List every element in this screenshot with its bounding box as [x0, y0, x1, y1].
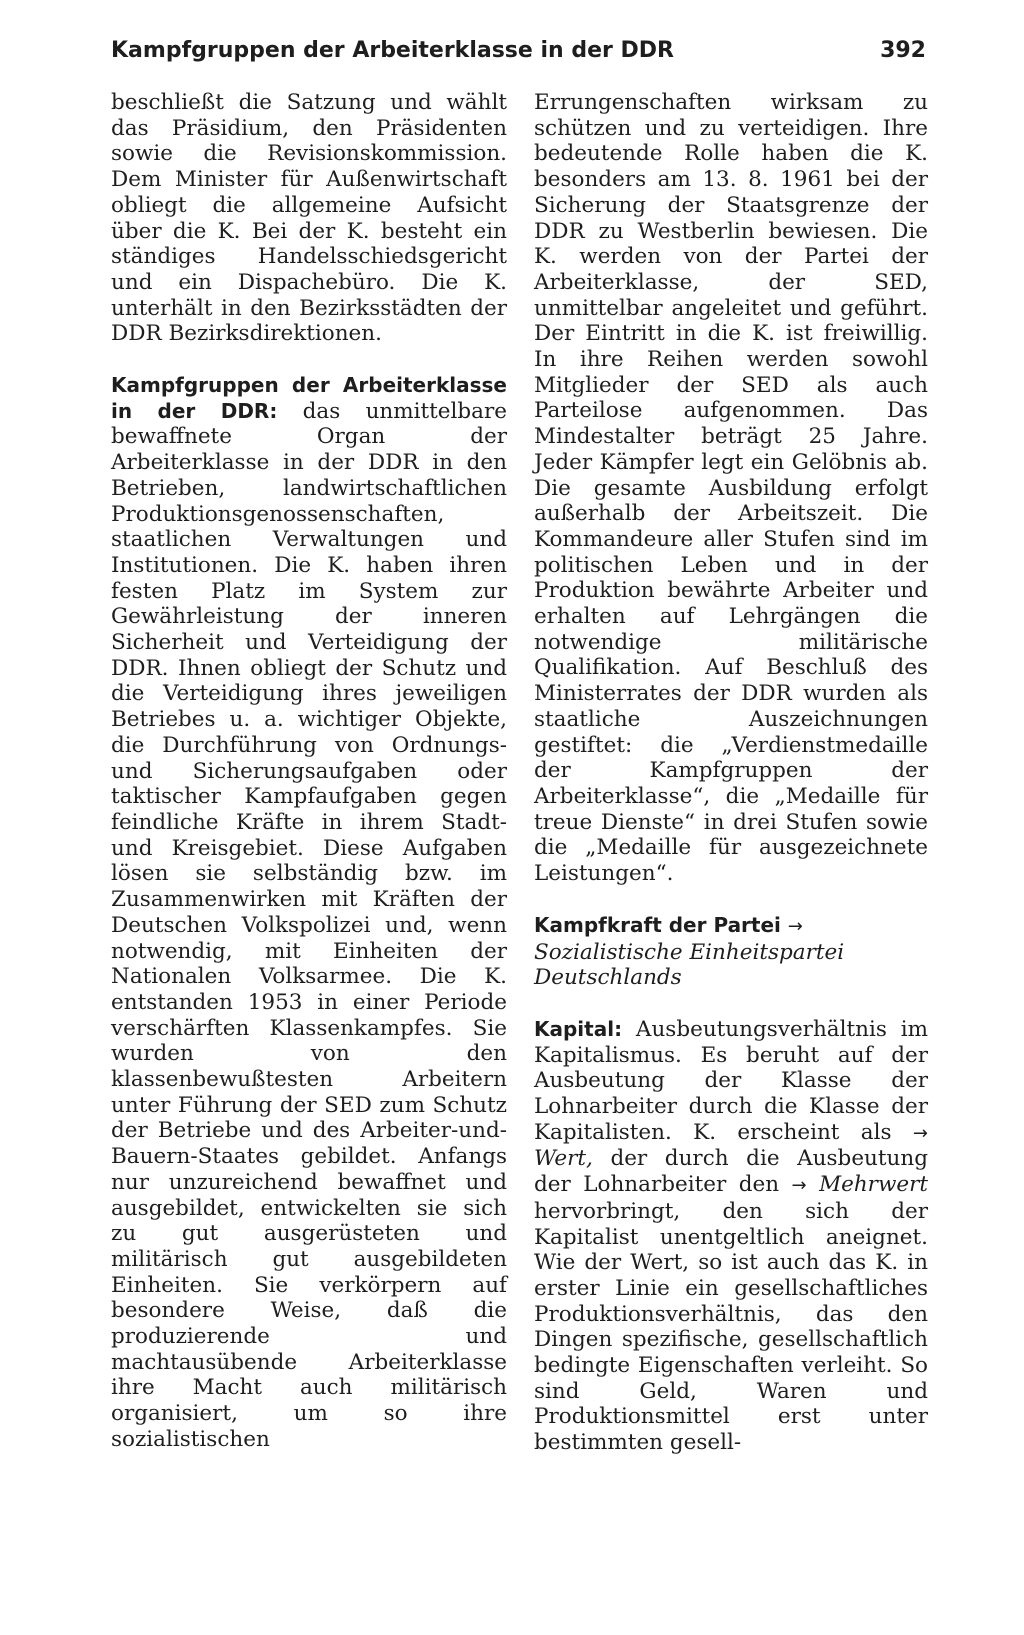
entry-kampfgruppen-body: das unmittelbare bewaffnete Organ der Arbeiterklasse in der DDR in den Betrieben, landwirtschaftlichen Produktionsgenossenschaften, staatlichen Verwaltungen und Institutionen. Die K. haben ihren festen Platz im System zur Gewährleistung der inneren Sicherheit und Verteidigung der DDR. Ihnen obliegt der Schutz und die Verteidigung ihres jeweiligen Betriebes u. a. wichtiger Objekte, die Durchführung von Ordnungs- und Sicherungsaufgaben oder taktischer Kampfaufgaben gegen feindliche Kräfte in ihrem Stadt- und Kreisgebiet. Diese Aufgaben lösen sie selbständig bzw. im Zusammenwirken mit Kräften der Deutschen Volkspolizei und, wenn notwendig, mit Einheiten der Nationalen Volksarmee. Die K. entstanden 1953 in einer Periode verschärften Klassenkampfes. Sie wurden von den klassenbewußtesten Arbeitern unter Führung der SED zum Schutz der Betriebe und des Arbeiter-und-Bauern-Staates gebildet. Anfangs nur unzureichend bewaffnet und ausgebildet, entwickelten sie sich zu gut ausgerüsteten und militärisch gut ausgebildeten Einheiten. Sie verkörpern auf besondere Weise, daß die produzierende und machtausübende Arbeiterklasse ihre Macht auch militärisch organisiert, um so ihre sozialistischen — [111, 398, 507, 1452]
continuation-paragraph: beschließt die Satzung und wählt das Präsidium, den Präsidenten sowie die Revisionskommission. Dem Minister für Außenwirtschaft obliegt die allgemeine Aufsicht über die K. Bei der K. besteht ein ständiges Handelsschiedsgericht und ein Dispachebüro. Die K. unterhält in den Bezirksstädten der DDR Bezirksdirektionen. — [111, 90, 507, 347]
headword-kampfkraft: Kampfkraft der Partei — [534, 912, 781, 937]
entry-kapital — [534, 1017, 928, 1456]
entry-kapital-body-1: Ausbeutungsverhältnis im Kapitalismus. Es beruht auf der Ausbeutung der Klasse der Lohnarbeiter durch die Klasse der Kapitalisten. K. erscheint als — [534, 1016, 928, 1145]
continuation-paragraph-right: Errungenschaften wirksam zu schützen und zu verteidigen. Ihre bedeutende Rolle haben die K. besonders am 13. 8. 1961 bei der Sicherung der Staatsgrenze der DDR zu Westberlin bewiesen. Die K. werden von der Partei der Arbeiterklasse, der SED, unmittelbar angeleitet und geführt. Der Eintritt in die K. ist freiwillig. In ihre Reihen werden sowohl Mitglieder der SED als auch Parteilose aufgenommen. Das Mindestalter beträgt 25 Jahre. Jeder Kämpfer legt ein Gelöbnis ab. Die gesamte Ausbildung erfolgt außerhalb der Arbeitszeit. Die Kommandeure aller Stufen sind im politischen Leben und in der Produktion bewährte Arbeiter und erhalten auf Lehrgängen die notwendige militärische Qualifikation. Auf Beschluß des Ministerrates der DDR wurden als staatliche Auszeichnungen gestiftet: die „Verdienstmedaille der Kampfgruppen der Arbeiterklasse“, die „Medaille für treue Dienste“ in drei Stufen sowie die „Medaille für ausgezeichnete Leistungen“. — [534, 90, 928, 887]
right-column — [534, 90, 928, 1456]
entry-kampfkraft-paragraph — [534, 913, 928, 991]
cross-reference-link-wert[interactable]: Wert, — [534, 1146, 593, 1172]
entry-kampfgruppen-paragraph — [111, 373, 507, 1453]
entry-kapital-paragraph — [534, 1017, 928, 1456]
entry-kampfkraft — [534, 913, 928, 991]
running-title: Kampfgruppen der Arbeiterklasse in der DDR — [111, 38, 674, 63]
entry-continuation-right — [534, 90, 928, 887]
entry-kapital-body-3: hervorbringt, den sich der Kapitalist unentgeltlich aneignet. Wie der Wert, so ist auch das K. in erster Linie ein gesellschaftliches Produktionsverhältnis, das den Dingen spezifische, gesellschaftlich bedingte Eigenschaften verleiht. So sind Geld, Waren und Produktionsmittel erst unter bestimmten gesell- — [534, 1198, 928, 1456]
cross-reference-link[interactable]: Sozialistische Einheitspartei Deutschlands — [534, 939, 845, 991]
headword-kampfgruppen: Kampfgruppen der Arbeiterklasse in der DDR: — [111, 373, 507, 423]
cross-reference-link-mehrwert[interactable]: Mehrwert — [819, 1172, 928, 1198]
entry-kampfgruppen — [111, 373, 507, 1453]
page-number: 392 — [880, 38, 926, 63]
cross-reference-arrow-icon: → — [787, 915, 803, 937]
running-header — [111, 38, 926, 74]
cross-reference-arrow-icon: → — [791, 1175, 807, 1197]
headword-kapital: Kapital: — [534, 1016, 623, 1041]
cross-reference-arrow-icon: → — [912, 1122, 928, 1144]
entry-kapital-body-2: der durch die Ausbeutung der Lohnarbeiter den — [534, 1146, 928, 1198]
left-column — [111, 90, 507, 1453]
entry-continuation-left — [111, 90, 507, 347]
